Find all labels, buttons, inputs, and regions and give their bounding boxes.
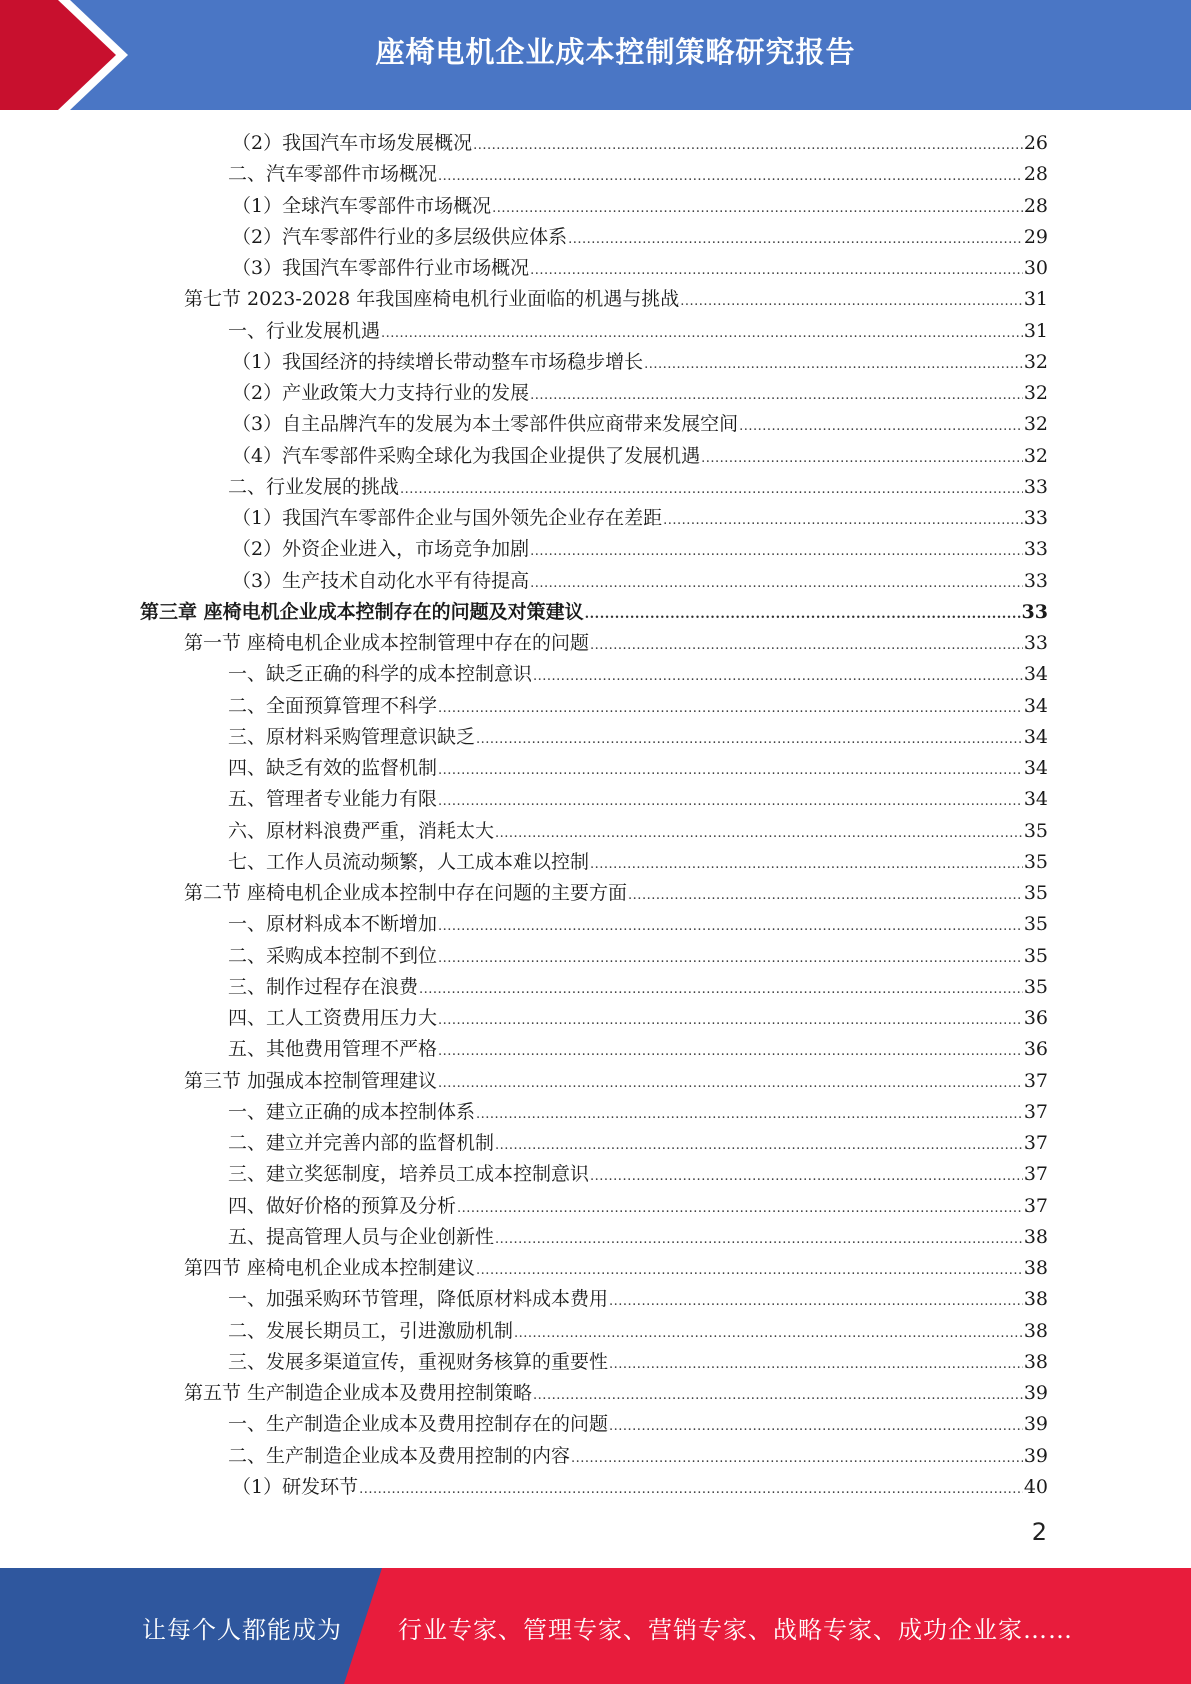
toc-entry-title: （2）产业政策大力支持行业的发展	[232, 382, 530, 404]
toc-entry-page: 31	[1023, 319, 1048, 342]
toc-entry-page: 35	[1023, 819, 1048, 842]
toc-entry-title: （2）外资企业进入，市场竞争加剧	[232, 538, 530, 561]
toc-entry-page: 31	[1023, 288, 1048, 311]
toc-entry-page: 32	[1023, 350, 1048, 373]
toc-entry-title: 二、建立并完善内部的监督机制	[228, 1132, 495, 1154]
toc-dot-leader	[381, 318, 1023, 349]
toc-entry-title: （1）全球汽车零部件市场概况	[232, 194, 492, 217]
toc-subsection-entry[interactable]	[140, 1159, 1048, 1190]
toc-entry-title: 五、其他费用管理不严格	[228, 1038, 438, 1061]
toc-entry-title: 二、采购成本控制不到位	[228, 944, 438, 967]
toc-subsection-entry[interactable]	[140, 1347, 1048, 1378]
toc-dot-leader	[400, 474, 1023, 505]
report-title: 座椅电机企业成本控制策略研究报告	[375, 35, 856, 69]
toc-subsection-entry[interactable]	[140, 1472, 1048, 1503]
toc-dot-leader	[680, 286, 1023, 317]
page-number: 2	[1031, 1518, 1047, 1546]
toc-entry-page: 33	[1023, 632, 1048, 654]
toc-section-entry[interactable]	[140, 1066, 1048, 1097]
toc-entry-title: 二、行业发展的挑战	[228, 475, 400, 498]
toc-subsection-entry[interactable]	[140, 347, 1048, 378]
toc-dot-leader	[533, 1380, 1023, 1411]
toc-entry-page: 34	[1023, 757, 1048, 779]
toc-entry-title: 第五节 生产制造企业成本及费用控制策略	[184, 1382, 533, 1404]
toc-entry-page: 28	[1023, 194, 1048, 217]
toc-dot-leader	[530, 380, 1023, 411]
toc-entry-title: 三、制作过程存在浪费	[228, 975, 419, 998]
toc-entry-title: 二、生产制造企业成本及费用控制的内容	[228, 1444, 571, 1467]
toc-entry-title: 第三章 座椅电机企业成本控制存在的问题及对策建议	[140, 600, 584, 623]
toc-subsection-entry[interactable]	[140, 1191, 1048, 1222]
toc-entry-page: 26	[1023, 132, 1048, 154]
toc-entry-page: 37	[1023, 1100, 1048, 1123]
toc-subsection-entry[interactable]	[140, 941, 1048, 972]
toc-entry-page: 34	[1023, 694, 1048, 717]
toc-subsection-entry[interactable]	[140, 722, 1048, 753]
table-of-contents	[140, 128, 1048, 1503]
toc-entry-page: 37	[1023, 1069, 1048, 1092]
toc-entry-page: 38	[1023, 1225, 1048, 1248]
toc-subsection-entry[interactable]	[140, 222, 1048, 253]
toc-entry-page: 35	[1023, 944, 1048, 967]
toc-subsection-entry[interactable]	[140, 1316, 1048, 1347]
toc-entry-title: 二、全面预算管理不科学	[228, 694, 438, 717]
toc-entry-title: 第三节 加强成本控制管理建议	[184, 1069, 438, 1092]
toc-subsection-entry[interactable]	[140, 566, 1048, 597]
toc-entry-title: 六、原材料浪费严重，消耗太大	[228, 819, 495, 842]
toc-section-entry[interactable]	[140, 1253, 1048, 1284]
toc-dot-leader	[609, 1411, 1023, 1442]
toc-section-entry[interactable]	[140, 1378, 1048, 1409]
toc-dot-leader	[590, 1161, 1023, 1192]
toc-entry-page: 35	[1023, 913, 1048, 936]
toc-subsection-entry[interactable]	[140, 534, 1048, 565]
toc-dot-leader	[438, 693, 1023, 724]
toc-dot-leader	[438, 1068, 1023, 1099]
toc-subsection-entry[interactable]	[140, 1034, 1048, 1065]
toc-entry-title: 三、发展多渠道宣传，重视财务核算的重要性	[228, 1350, 609, 1373]
toc-dot-leader	[609, 1349, 1023, 1380]
toc-entry-page: 38	[1023, 1257, 1048, 1279]
toc-entry-page: 39	[1023, 1413, 1048, 1436]
toc-dot-leader	[438, 1005, 1023, 1036]
toc-entry-title: 二、发展长期员工，引进激励机制	[228, 1319, 514, 1342]
toc-dot-leader	[438, 755, 1023, 786]
toc-dot-leader	[530, 255, 1023, 286]
toc-subsection-entry[interactable]	[140, 441, 1048, 472]
toc-entry-title: 第四节 座椅电机企业成本控制建议	[184, 1257, 476, 1279]
toc-entry-page: 33	[1023, 507, 1048, 529]
toc-entry-title: （3）自主品牌汽车的发展为本土零部件供应商带来发展空间	[232, 413, 739, 436]
toc-entry-title: （1）我国汽车零部件企业与国外领先企业存在差距	[232, 507, 663, 529]
toc-entry-title: 二、汽车零部件市场概况	[228, 163, 438, 186]
toc-entry-page: 36	[1023, 1038, 1048, 1061]
toc-entry-page: 37	[1023, 1132, 1048, 1154]
toc-dot-leader	[438, 786, 1023, 817]
toc-entry-title: 七、工作人员流动频繁，人工成本难以控制	[228, 850, 590, 873]
toc-dot-leader	[495, 1130, 1023, 1161]
toc-entry-page: 32	[1023, 413, 1048, 436]
toc-entry-page: 33	[1023, 475, 1048, 498]
toc-entry-page: 30	[1023, 257, 1048, 279]
toc-entry-title: 第七节 2023-2028 年我国座椅电机行业面临的机遇与挑战	[184, 288, 680, 311]
toc-entry-title: 四、做好价格的预算及分析	[228, 1194, 457, 1217]
toc-subsection-entry[interactable]	[140, 972, 1048, 1003]
toc-dot-leader	[628, 880, 1023, 911]
toc-entry-page: 34	[1023, 788, 1048, 811]
toc-section-entry[interactable]	[140, 878, 1048, 909]
toc-subsection-entry[interactable]	[140, 1097, 1048, 1128]
toc-entry-title: （3）我国汽车零部件行业市场概况	[232, 257, 530, 279]
toc-dot-leader	[476, 1099, 1023, 1130]
toc-entry-page: 33	[1023, 538, 1048, 561]
toc-entry-title: （1）研发环节	[232, 1475, 359, 1498]
toc-entry-title: 三、建立奖惩制度，培养员工成本控制意识	[228, 1163, 590, 1186]
toc-dot-leader	[438, 161, 1023, 192]
toc-dot-leader	[590, 630, 1023, 661]
toc-subsection-entry[interactable]	[140, 816, 1048, 847]
toc-entry-page: 32	[1023, 382, 1048, 404]
toc-subsection-entry[interactable]	[140, 191, 1048, 222]
toc-dot-leader	[644, 349, 1023, 380]
toc-entry-page: 40	[1023, 1475, 1048, 1498]
toc-entry-page: 38	[1023, 1350, 1048, 1373]
toc-dot-leader	[739, 411, 1023, 442]
page-header	[0, 0, 1191, 110]
footer-slogan-left: 让每个人都能成为	[142, 1616, 342, 1644]
toc-entry-page: 39	[1023, 1444, 1048, 1467]
toc-entry-page: 38	[1023, 1288, 1048, 1311]
toc-entry-page: 35	[1023, 975, 1048, 998]
toc-entry-page: 39	[1023, 1382, 1048, 1404]
toc-dot-leader	[476, 724, 1023, 755]
toc-dot-leader	[530, 568, 1023, 599]
toc-dot-leader	[530, 536, 1023, 567]
toc-entry-title: （2）我国汽车市场发展概况	[232, 132, 473, 154]
toc-entry-page: 34	[1023, 725, 1048, 748]
toc-entry-page: 35	[1023, 882, 1048, 904]
toc-dot-leader	[495, 1224, 1023, 1255]
toc-subsection-entry[interactable]	[140, 1409, 1048, 1440]
toc-dot-leader	[663, 505, 1023, 536]
toc-subsection-entry[interactable]	[140, 378, 1048, 409]
toc-entry-page: 38	[1023, 1319, 1048, 1342]
toc-entry-title: 五、管理者专业能力有限	[228, 788, 438, 811]
toc-dot-leader	[419, 974, 1023, 1005]
footer-slogan-right: 行业专家、管理专家、营销专家、战略专家、成功企业家……	[398, 1616, 1073, 1644]
toc-entry-page: 34	[1023, 663, 1048, 686]
toc-subsection-entry[interactable]	[140, 1128, 1048, 1159]
toc-entry-title: 一、缺乏正确的科学的成本控制意识	[228, 663, 533, 686]
toc-entry-page: 36	[1023, 1007, 1048, 1029]
toc-dot-leader	[514, 1318, 1023, 1349]
toc-subsection-entry[interactable]	[140, 1284, 1048, 1315]
toc-entry-page: 29	[1023, 225, 1048, 248]
toc-entry-title: （4）汽车零部件采购全球化为我国企业提供了发展机遇	[232, 444, 701, 467]
toc-subsection-entry[interactable]	[140, 159, 1048, 190]
toc-dot-leader	[492, 193, 1023, 224]
toc-dot-leader	[609, 1286, 1023, 1317]
toc-entry-page: 37	[1023, 1163, 1048, 1186]
toc-dot-leader	[701, 443, 1023, 474]
toc-entry-title: （3）生产技术自动化水平有待提高	[232, 569, 530, 592]
toc-entry-page: 32	[1023, 444, 1048, 467]
toc-subsection-entry[interactable]	[140, 1003, 1048, 1034]
toc-subsection-entry[interactable]	[140, 253, 1048, 284]
toc-subsection-entry[interactable]	[140, 1441, 1048, 1472]
toc-subsection-entry[interactable]	[140, 409, 1048, 440]
toc-entry-title: 一、生产制造企业成本及费用控制存在的问题	[228, 1413, 609, 1436]
toc-entry-page: 28	[1023, 163, 1048, 186]
toc-dot-leader	[533, 661, 1023, 692]
toc-entry-page: 35	[1023, 850, 1048, 873]
toc-subsection-entry[interactable]	[140, 691, 1048, 722]
toc-dot-leader	[476, 1255, 1023, 1286]
toc-dot-leader	[438, 943, 1023, 974]
toc-entry-title: 一、加强采购环节管理，降低原材料成本费用	[228, 1288, 609, 1311]
toc-subsection-entry[interactable]	[140, 909, 1048, 940]
toc-dot-leader	[590, 849, 1023, 880]
toc-entry-title: 三、原材料采购管理意识缺乏	[228, 725, 476, 748]
toc-subsection-entry[interactable]	[140, 472, 1048, 503]
toc-subsection-entry[interactable]	[140, 128, 1048, 159]
toc-section-entry[interactable]	[140, 628, 1048, 659]
toc-subsection-entry[interactable]	[140, 847, 1048, 878]
toc-entry-title: 五、提高管理人员与企业创新性	[228, 1225, 495, 1248]
toc-entry-title: 四、缺乏有效的监督机制	[228, 757, 438, 779]
toc-chapter-entry[interactable]	[140, 597, 1048, 628]
toc-dot-leader	[438, 911, 1023, 942]
toc-dot-leader	[585, 599, 1021, 630]
toc-entry-title: 第一节 座椅电机企业成本控制管理中存在的问题	[184, 632, 590, 654]
toc-dot-leader	[438, 1036, 1023, 1067]
toc-entry-title: 一、建立正确的成本控制体系	[228, 1100, 476, 1123]
page-footer	[0, 1568, 1191, 1684]
toc-entry-title: （1）我国经济的持续增长带动整车市场稳步增长	[232, 350, 644, 373]
toc-subsection-entry[interactable]	[140, 784, 1048, 815]
toc-subsection-entry[interactable]	[140, 659, 1048, 690]
toc-dot-leader	[495, 818, 1023, 849]
toc-dot-leader	[568, 224, 1023, 255]
toc-dot-leader	[473, 130, 1023, 161]
toc-entry-title: 第二节 座椅电机企业成本控制中存在问题的主要方面	[184, 882, 628, 904]
toc-dot-leader	[571, 1443, 1023, 1474]
toc-dot-leader	[457, 1193, 1023, 1224]
toc-entry-title: 四、工人工资费用压力大	[228, 1007, 438, 1029]
toc-section-entry[interactable]	[140, 284, 1048, 315]
toc-entry-page: 33	[1023, 569, 1048, 592]
toc-subsection-entry[interactable]	[140, 503, 1048, 534]
toc-subsection-entry[interactable]	[140, 1222, 1048, 1253]
toc-dot-leader	[359, 1474, 1023, 1505]
toc-entry-title: （2）汽车零部件行业的多层级供应体系	[232, 225, 568, 248]
toc-subsection-entry[interactable]	[140, 753, 1048, 784]
toc-entry-title: 一、行业发展机遇	[228, 319, 381, 342]
toc-entry-page: 37	[1023, 1194, 1048, 1217]
toc-entry-title: 一、原材料成本不断增加	[228, 913, 438, 936]
toc-entry-page: 33	[1021, 600, 1048, 623]
toc-subsection-entry[interactable]	[140, 316, 1048, 347]
